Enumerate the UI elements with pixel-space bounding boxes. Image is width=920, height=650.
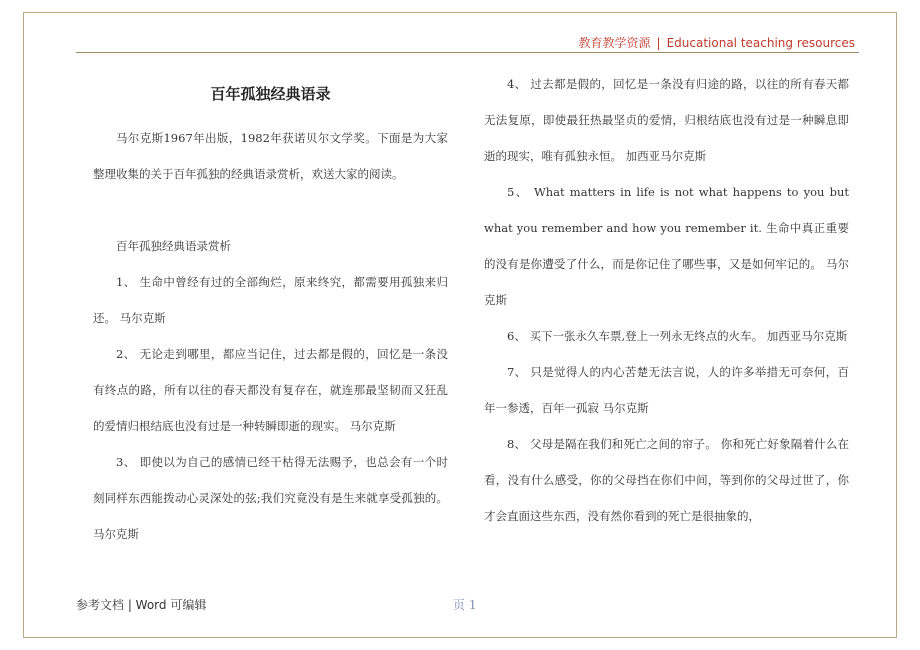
quote-item: 2、 无论走到哪里，都应当记住，过去都是假的，回忆是一条没有终点的路，所有以往的春天都没有复存在，就连那最坚韧而又狂乱的爱情归根结底也没有过是一种转瞬即逝的现实。 马尔克斯 [93, 347, 448, 433]
section-heading: 百年孤独经典语录赏析 [116, 239, 231, 253]
page-header [76, 30, 859, 53]
quote-item: 4、 过去都是假的，回忆是一条没有归途的路，以往的所有春天都无法复原，即使最狂热最坚贞的爱情，归根结底也没有过是一种瞬息即逝的现实，唯有孤独永恒。 加西亚马尔克斯 [484, 77, 849, 163]
intro-paragraph: 马尔克斯1967年出版，1982年获诺贝尔文学奖。下面是为大家整理收集的关于百年孤独的经典语录赏析，欢送大家的阅读。 [93, 131, 448, 181]
footer-label: 参考文档 | Word 可编辑 [76, 598, 207, 612]
document-title: 百年孤独经典语录 [210, 85, 331, 103]
quote-item: 8、 父母是隔在我们和死亡之间的帘子。 你和死亡好象隔着什么在看，没有什么感受，你的父母挡在你们中间，等到你的父母过世了，你才会直面这些东西，没有然你看到的死亡是很抽象的， [484, 437, 849, 523]
header-left: 教育教学资源 [578, 36, 651, 50]
spacer [93, 192, 448, 228]
quote-item: 7、 只是觉得人的内心苦楚无法言说，人的许多举措无可奈何，百年一参透，百年一孤寂 马尔克斯 [484, 365, 849, 415]
header-separator: | [656, 36, 661, 50]
right-column [484, 66, 849, 534]
left-column [93, 72, 448, 552]
quote-item: 5、 What matters in life is not what happens to you but what you remember and how you remember it. 生命中真正重要的没有是你遭受了什么，而是你记住了哪些事，又是如何牢记的。 马尔克斯 [484, 185, 849, 307]
quote-item: 6、 买下一张永久车票,登上一列永无终点的火车。 加西亚马尔克斯 [507, 329, 848, 343]
page-number: 页 1 [453, 598, 477, 612]
header-text [579, 34, 855, 51]
header-right: Educational teaching resources [666, 36, 855, 50]
quote-item: 1、 生命中曾经有过的全部绚烂，原来终究，都需要用孤独来归还。 马尔克斯 [93, 275, 448, 325]
quote-item: 3、 即使以为自己的感情已经干枯得无法赐予，也总会有一个时刻同样东西能拨动心灵深处的弦;我们究竟没有是生来就享受孤独的。 马尔克斯 [93, 455, 448, 541]
